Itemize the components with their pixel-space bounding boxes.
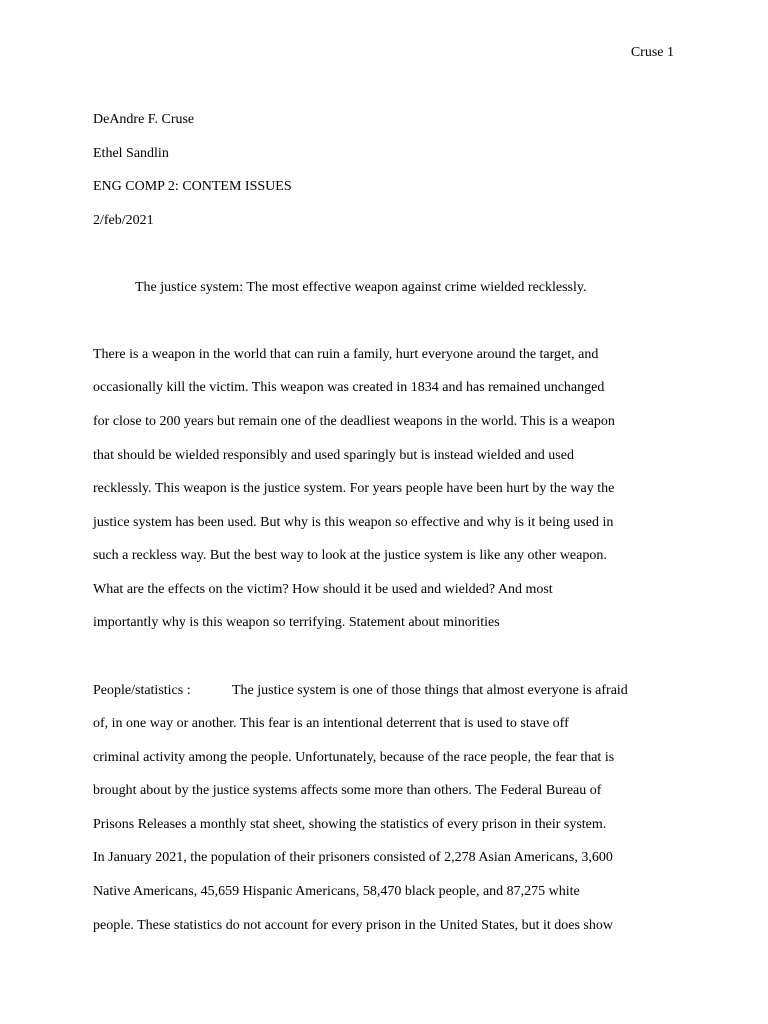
- document-date: 2/feb/2021: [93, 213, 154, 228]
- paragraph-line: people. These statistics do not account for every prison in the United States, but it does show: [93, 918, 613, 933]
- paragraph-line: importantly why is this weapon so terrifying. Statement about minorities: [93, 615, 500, 630]
- section-label: People/statistics :: [93, 683, 191, 698]
- paragraph-line: There is a weapon in the world that can ruin a family, hurt everyone around the target, and: [93, 347, 599, 362]
- paragraph-line: recklessly. This weapon is the justice system. For years people have been hurt by the way the: [93, 481, 615, 496]
- essay-title: The justice system: The most effective weapon against crime wielded recklessly.: [135, 280, 587, 295]
- paragraph-line: In January 2021, the population of their prisoners consisted of 2,278 Asian Americans, 3,600: [93, 850, 613, 865]
- paragraph-line: Native Americans, 45,659 Hispanic Americans, 58,470 black people, and 87,275 white: [93, 884, 580, 899]
- paragraph-line: Prisons Releases a monthly stat sheet, showing the statistics of every prison in their system.: [93, 817, 607, 832]
- instructor-name: Ethel Sandlin: [93, 146, 169, 161]
- paragraph-line: such a reckless way. But the best way to look at the justice system is like any other weapon.: [93, 548, 607, 563]
- paragraph-line: justice system has been used. But why is this weapon so effective and why is it being used in: [93, 515, 614, 530]
- course-name: ENG COMP 2: CONTEM ISSUES: [93, 179, 292, 194]
- section-first-line: [93, 682, 628, 700]
- paragraph-line: of, in one way or another. This fear is an intentional deterrent that is used to stave off: [93, 716, 569, 731]
- paragraph-line: that should be wielded responsibly and used sparingly but is instead wielded and used: [93, 448, 574, 463]
- section-first-line-text: The justice system is one of those things that almost everyone is afraid: [232, 683, 628, 698]
- paragraph-line: brought about by the justice systems affects some more than others. The Federal Bureau of: [93, 783, 602, 798]
- paragraph-line: occasionally kill the victim. This weapon was created in 1834 and has remained unchanged: [93, 380, 605, 395]
- author-name: DeAndre F. Cruse: [93, 112, 195, 127]
- running-head: Cruse 1: [630, 45, 674, 60]
- paragraph-line: for close to 200 years but remain one of the deadliest weapons in the world. This is a weapon: [93, 414, 615, 429]
- paragraph-line: What are the effects on the victim? How should it be used and wielded? And most: [93, 582, 553, 597]
- paragraph-line: criminal activity among the people. Unfortunately, because of the race people, the fear that is: [93, 750, 615, 765]
